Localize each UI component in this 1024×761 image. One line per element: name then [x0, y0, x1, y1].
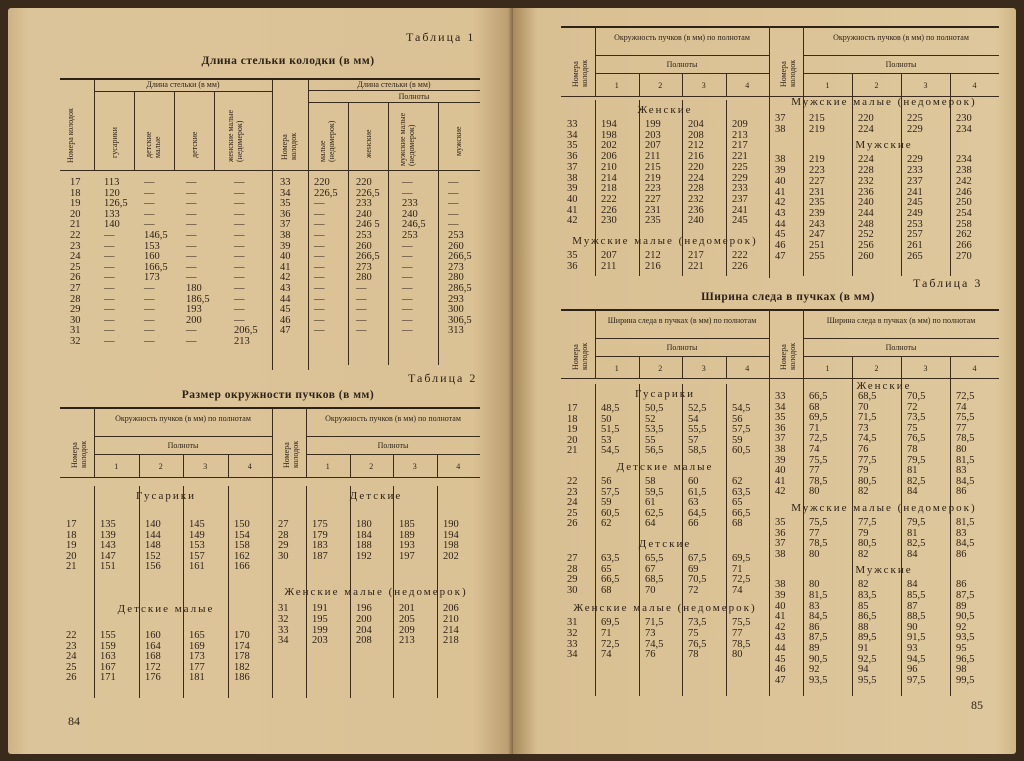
table1-col-gusariki: 113 120 126,5 133 140 — — — — — — — — — — —: [104, 177, 128, 347]
column-header-fullness-1: 1: [114, 462, 119, 471]
column-fullness-2: 140 144 148 152 156: [145, 519, 161, 573]
rule: [639, 74, 640, 96]
column-header-block: Ширина следа в пучках (в мм) по полнотам: [607, 316, 757, 325]
right-page: [513, 8, 1016, 754]
section-title: Мужские малые (недомерок): [791, 502, 977, 514]
column-fullness-2: 65,5 67 68,5 70: [645, 553, 664, 596]
row-numbers: 35 36: [567, 250, 578, 272]
section-title: Детские малые: [117, 603, 215, 615]
rule: [348, 103, 349, 365]
column-header-fullness-2: 2: [158, 462, 163, 471]
rule: [60, 170, 480, 171]
rule: [901, 92, 902, 276]
column-header-polnoty: Полноты: [666, 343, 698, 352]
column-fullness-1: 219 223 227 231 235 239 243 247 251 255: [809, 154, 825, 262]
rule: [438, 103, 439, 365]
column-fullness-1: 191 195 199 203: [312, 603, 328, 647]
column-header-polnoty: Полноты: [885, 60, 917, 69]
rule: [94, 91, 272, 92]
column-header-polnoty: Полноты: [885, 343, 917, 352]
rule: [803, 338, 999, 339]
rule: [803, 92, 804, 276]
row-numbers: 35 36 37 38: [775, 517, 786, 560]
section-title: Женские малые (недомерок): [284, 586, 468, 599]
column-fullness-1: 48,5 50 51,5 53 54,5: [601, 403, 620, 457]
page-number-right: 85: [971, 698, 983, 712]
rule: [852, 376, 853, 696]
column-header-block: Ширина следа в пучках (в мм) по полнотам: [826, 316, 976, 325]
column-header-fullness-3: 3: [203, 462, 208, 471]
column-header-polnoty: Полноты: [377, 441, 409, 450]
rule: [388, 103, 389, 365]
column-fullness-4: 81,5 83 84,5 86: [956, 517, 975, 560]
column-header-fullness-3: 3: [923, 364, 928, 373]
column-fullness-1: 215 219: [809, 113, 825, 135]
column-header-fullness-3: 3: [701, 81, 706, 90]
rule: [393, 455, 394, 477]
row-numbers: 22 23 24 25 26: [66, 630, 77, 684]
column-header-fullness-2: 2: [369, 462, 374, 471]
column-fullness-2: 68,5 70 71,5 73 74,5 76 77,5 79 80,5 82: [858, 391, 877, 498]
rule: [308, 102, 480, 103]
rule: [214, 92, 215, 170]
column-fullness-3: 217 221: [688, 250, 704, 272]
row-numbers: 27 28 29 30: [278, 519, 289, 562]
column-fullness-1: 207 211: [601, 250, 617, 272]
table1-col-zhenskie: 220 226,5 233 240 246 5 253 260 266,5 273 280 — — — — —: [356, 177, 380, 337]
column-fullness-4: 86 87,5 89 90,5 92 93,5 95 96,5 98 99,5: [956, 579, 975, 686]
table1-col-muzhskie: — — — — — 253 260 266,5 273 280 286,5 293 300 306,5 313: [448, 177, 472, 337]
row-numbers: 33 34 35 36 37 38 39 40 41 42: [567, 119, 578, 227]
rule: [350, 455, 351, 477]
rule: [682, 357, 683, 379]
rule: [134, 92, 135, 170]
row-numbers: 31 32 33 34: [567, 617, 578, 661]
rule: [272, 408, 273, 698]
column-header-fullness-2: 2: [658, 364, 663, 373]
left-page: [8, 8, 513, 754]
column-header-number: Номера колодок: [571, 342, 589, 370]
row-numbers: 38 39 40 41 42 43 44 45 46 47: [775, 154, 786, 262]
column-fullness-3: 79,5 81 82,5 84: [907, 517, 926, 560]
column-header-fullness-2: 2: [874, 364, 879, 373]
table3-title: Ширина следа в пучках (в мм): [701, 291, 875, 303]
rule: [272, 80, 273, 370]
rule: [769, 26, 770, 278]
table1-header-zhenskie: женские: [364, 129, 373, 158]
column-fullness-1: 69,5 71 72,5 74: [601, 617, 620, 661]
column-fullness-3: 165 169 173 177 181: [189, 630, 205, 684]
column-header-number: Номера колодок: [282, 440, 300, 468]
column-header-block: Окружность пучков (в мм) по полнотам: [833, 33, 969, 42]
rule: [950, 376, 951, 696]
rule: [94, 486, 95, 698]
rule: [682, 74, 683, 96]
column-fullness-1: 56 57,5 59 60,5 62: [601, 476, 620, 530]
row-numbers: 27 28 29 30: [567, 553, 578, 596]
rule: [94, 80, 95, 170]
column-header-fullness-4: 4: [745, 364, 750, 373]
section-title: Женские: [637, 104, 693, 116]
row-numbers: 37 38: [775, 113, 786, 135]
row-numbers: 33 34 35 36 37 38 39 40 41 42: [775, 391, 786, 498]
column-fullness-3: 60 61,5 63 64,5 66: [688, 476, 707, 530]
row-numbers: 22 23 24 25 26: [567, 476, 578, 530]
rule: [308, 90, 480, 91]
column-header-fullness-4: 4: [456, 462, 461, 471]
column-fullness-4: 69,5 71 72,5 74: [732, 553, 751, 596]
column-fullness-4: 72,5 74 75,5 77 78,5 80 81,5 83 84,5 86: [956, 391, 975, 498]
column-fullness-4: 62 63,5 65 66,5 68: [732, 476, 751, 530]
column-header-block: Окружность пучков (в мм) по полнотам: [115, 414, 251, 423]
rule: [139, 455, 140, 477]
rule: [60, 477, 480, 478]
column-header-fullness-3: 3: [701, 364, 706, 373]
column-header-number: Номера колодок: [779, 59, 797, 87]
table2-label: Таблица 2: [408, 371, 478, 385]
column-header-fullness-4: 4: [745, 81, 750, 90]
column-fullness-1: 75,5 77 78,5 80: [809, 517, 828, 560]
table1-col-detskie: — — — — — — — — — — 180 186,5 193 200 — —: [186, 177, 210, 347]
rule: [561, 309, 999, 311]
rule: [308, 80, 309, 370]
table1-block-header-right: Длина стельки (в мм): [357, 80, 431, 89]
section-title: Мужские: [855, 139, 913, 152]
column-fullness-2: 58 59,5 61 62,5 64: [645, 476, 664, 530]
column-header-number: Номера колодок: [571, 59, 589, 87]
column-header-fullness-4: 4: [972, 364, 977, 373]
column-fullness-4: 206 210 214 218: [443, 603, 459, 647]
column-fullness-1: 135 139 143 147 151: [100, 519, 116, 573]
column-fullness-2: 50,5 52 53,5 55 56,5: [645, 403, 664, 457]
section-title: Мужские: [855, 564, 913, 577]
rule: [183, 486, 184, 698]
table3-label: Таблица 3: [913, 276, 983, 290]
rule: [139, 486, 140, 698]
column-fullness-2: 224 228 232 236 240 244 248 252 256 260: [858, 154, 874, 262]
column-fullness-4: 75,5 77 78,5 80: [732, 617, 751, 661]
table1-polnoty: Полноты: [398, 92, 430, 101]
section-title: Мужские малые (недомерок): [791, 96, 977, 108]
table1-left-numbers: 17 18 19 20 21 22 23 24 25 26 27 28 29 30 31 32: [70, 177, 81, 347]
section-title: Детские малые: [616, 461, 714, 473]
column-fullness-1: 80 81,5 83 84,5 86 87,5 89 90,5 92 93,5: [809, 579, 828, 686]
column-fullness-2: 180 184 188 192: [356, 519, 372, 562]
rule: [639, 100, 640, 276]
column-header-fullness-1: 1: [825, 81, 830, 90]
column-header-fullness-1: 1: [325, 462, 330, 471]
column-header-fullness-2: 2: [658, 81, 663, 90]
table1-header-malye: малые (недомерок): [318, 120, 336, 162]
rule: [595, 55, 769, 56]
table2-title: Размер окружности пучков (в мм): [181, 389, 375, 401]
column-fullness-3: 52,5 54 55,5 57 58,5: [688, 403, 707, 457]
column-fullness-1: 63,5 65 66,5 68: [601, 553, 620, 596]
rule: [595, 338, 769, 339]
rule: [437, 455, 438, 477]
table1-header-zhenskie-malye: женские малые (недомерок): [226, 109, 244, 162]
page-number-left: 84: [68, 714, 80, 728]
rule: [901, 376, 902, 696]
row-numbers: 17 18 19 20 21: [567, 403, 578, 457]
column-header-fullness-2: 2: [874, 81, 879, 90]
column-fullness-1: 175 179 183 187: [312, 519, 328, 562]
table1-left-num-header: Номера колодок: [66, 108, 75, 163]
section-title: Женские малые (недомерок): [573, 602, 757, 615]
section-title: Детские: [638, 538, 692, 550]
row-numbers: 38 39 40 41 42 43 44 45 46 47: [775, 579, 786, 686]
column-fullness-4: 54,5 56 57,5 59 60,5: [732, 403, 751, 457]
column-fullness-3: 84 85,5 87 88,5 90 91,5 93 94,5 96 97,5: [907, 579, 926, 686]
column-fullness-1: 194 198 202 206 210 214 218 222 226 230: [601, 119, 617, 227]
rule: [94, 436, 272, 437]
column-header-fullness-4: 4: [247, 462, 252, 471]
table1-header-detskie-malye: детские малые: [144, 131, 162, 158]
column-header-polnoty: Полноты: [167, 441, 199, 450]
table1-title: Длина стельки колодки (в мм): [201, 55, 375, 67]
table1-header-muzhskie-malye: мужские малые (недомерок): [398, 112, 416, 166]
column-header-polnoty: Полноты: [666, 60, 698, 69]
column-header-fullness-1: 1: [614, 81, 619, 90]
rule: [174, 92, 175, 170]
column-fullness-2: 160 164 168 172 176: [145, 630, 161, 684]
table1-right-numbers: 33 34 35 36 37 38 39 40 41 42 43 44 45 46 47: [280, 177, 291, 337]
table1-right-num-header: Номера колодок: [280, 132, 298, 160]
column-header-block: Окружность пучков (в мм) по полнотам: [614, 33, 750, 42]
rule: [228, 486, 229, 698]
column-fullness-2: 82 83,5 85 86,5 88 89,5 91 92,5 94 95,5: [858, 579, 877, 686]
table1-header-detskie: детские: [190, 131, 199, 158]
rule: [306, 436, 480, 437]
section-title: Гусарики: [136, 490, 196, 502]
table1-header-muzhskie: мужские: [454, 126, 463, 156]
column-fullness-3: 225 229: [907, 113, 923, 135]
table1-label: Таблица 1: [406, 30, 476, 44]
rule: [183, 455, 184, 477]
rule: [852, 92, 853, 276]
table1-col-zhenskie-malye: — — — — — — — — — — — — — — 206,5 213: [234, 177, 258, 347]
rule: [561, 26, 999, 28]
table1-col-muzhskie-malye: — — 233 240 246,5 253 — — — — — — — — —: [402, 177, 426, 337]
rule: [726, 357, 727, 379]
table1-col-malye: 220 226,5 — — — — — — — — — — — — —: [314, 177, 338, 337]
column-fullness-3: 73,5 75 76,5 78: [688, 617, 707, 661]
column-fullness-4: 234 238 242 246 250 254 258 262 266 270: [956, 154, 972, 262]
column-fullness-3: 201 205 209 213: [399, 603, 415, 647]
section-title: Мужские малые (недомерок): [572, 235, 758, 247]
column-header-fullness-4: 4: [972, 81, 977, 90]
table1-block-header-left: Длина стельки (в мм): [146, 80, 220, 89]
rule: [561, 378, 999, 379]
column-fullness-1: 155 159 163 167 171: [100, 630, 116, 684]
column-fullness-4: 222 226: [732, 250, 748, 272]
rule: [726, 100, 727, 276]
section-title: Женские: [856, 380, 912, 392]
column-header-number: Номера колодок: [70, 440, 88, 468]
column-fullness-2: 220 224: [858, 113, 874, 135]
column-fullness-4: 209 213 217 221 225 229 233 237 241 245: [732, 119, 748, 227]
column-fullness-3: 185 189 193 197: [399, 519, 415, 562]
rule: [682, 100, 683, 276]
column-fullness-1: 66,5 68 69,5 71 72,5 74 75,5 77 78,5 80: [809, 391, 828, 498]
rule: [60, 407, 480, 409]
column-header-fullness-1: 1: [614, 364, 619, 373]
rule: [726, 74, 727, 96]
column-fullness-4: 230 234: [956, 113, 972, 135]
column-fullness-4: 170 174 178 182 186: [234, 630, 250, 684]
column-fullness-4: 190 194 198 202: [443, 519, 459, 562]
rule: [595, 100, 596, 276]
column-fullness-3: 67,5 69 70,5 72: [688, 553, 707, 596]
rule: [803, 55, 999, 56]
table1-header-gusariki: гусарики: [110, 127, 119, 158]
column-fullness-2: 77,5 79 80,5 82: [858, 517, 877, 560]
section-title: Детские: [349, 490, 403, 502]
column-fullness-2: 212 216: [645, 250, 661, 272]
column-fullness-2: 196 200 204 208: [356, 603, 372, 647]
rule: [639, 357, 640, 379]
column-fullness-3: 229 233 237 241 245 249 253 257 261 265: [907, 154, 923, 262]
column-header-fullness-3: 3: [923, 81, 928, 90]
row-numbers: 17 18 19 20 21: [66, 519, 77, 573]
column-header-block: Окружность пучков (в мм) по полнотам: [325, 414, 461, 423]
column-header-fullness-3: 3: [412, 462, 417, 471]
rule: [803, 376, 804, 696]
column-fullness-2: 71,5 73 74,5 76: [645, 617, 664, 661]
column-fullness-3: 145 149 153 157 161: [189, 519, 205, 573]
rule: [228, 455, 229, 477]
rule: [950, 92, 951, 276]
section-title: Гусарики: [635, 388, 695, 400]
column-fullness-4: 150 154 158 162 166: [234, 519, 250, 573]
column-fullness-3: 204 208 212 216 220 224 228 232 236 240: [688, 119, 704, 227]
column-fullness-2: 199 203 207 211 215 219 223 227 231 235: [645, 119, 661, 227]
column-header-number: Номера колодок: [779, 342, 797, 370]
column-header-fullness-1: 1: [825, 364, 830, 373]
column-fullness-3: 70,5 72 73,5 75 76,5 78 79,5 81 82,5 84: [907, 391, 926, 498]
table1-col-detskie-malye: — — — — — 146,5 153 160 166,5 173 — — — — — —: [144, 177, 168, 347]
row-numbers: 31 32 33 34: [278, 603, 289, 647]
